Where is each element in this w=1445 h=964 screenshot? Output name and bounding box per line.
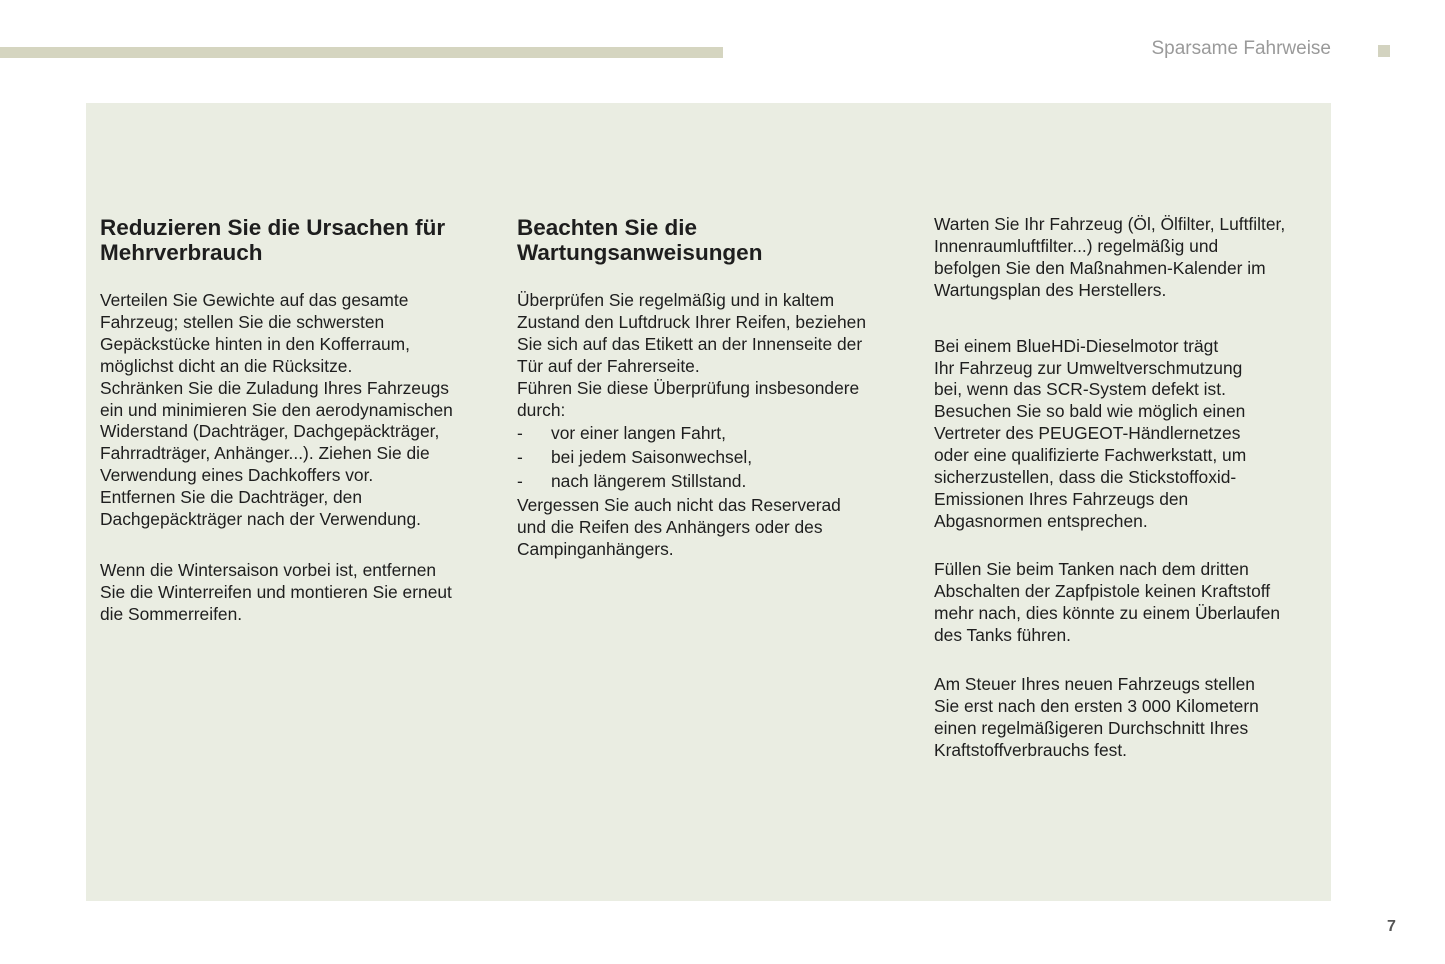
paragraph-winter-tyres: Wenn die Wintersaison vorbei ist, entfernen Sie die Winterreifen und montieren Sie erneut die Sommerreifen. xyxy=(100,559,452,624)
column-reduce-consumption xyxy=(100,214,495,626)
bullet-list xyxy=(517,423,907,493)
heading-maintenance-instructions: Beachten Sie die Wartungsanweisungen xyxy=(517,215,763,265)
section-marker xyxy=(1378,45,1390,57)
column-maintenance-notes xyxy=(934,214,1329,762)
paragraph-weight-distribution: Verteilen Sie Gewichte auf das gesamte Fahrzeug; stellen Sie die schwersten Gepäckstücke hinten in den Kofferraum, möglichst dicht an die Rücksitze. Schränken Sie die Zuladung Ihres Fahrzeugs ein und minimieren Sie den aerodynamischen Widerstand (Dachträger, Dachgepäckträger, Fahrradträger, Anhänger...). Ziehen Sie die Verwendung eines Dachkoffers vor. Entfernen Sie die Dachträger, den Dachgepäckträger nach der Verwendung. xyxy=(100,290,453,530)
column-maintenance-instructions xyxy=(517,214,907,561)
heading-reduce-consumption: Reduzieren Sie die Ursachen für Mehrverbrauch xyxy=(100,215,446,265)
list-item: - bei jedem Saisonwechsel, xyxy=(517,447,753,468)
section-title: Sparsame Fahrweise xyxy=(1151,38,1331,59)
paragraph-tyre-pressure: Überprüfen Sie regelmäßig und in kaltem Zustand den Luftdruck Ihrer Reifen, beziehen Sie sich auf das Etikett an der Innenseite der Tür auf der Fahrerseite. Führen Sie diese Überprüfung insbesondere durch: xyxy=(517,290,866,420)
list-item: - vor einer langen Fahrt, xyxy=(517,423,726,444)
page-number: 7 xyxy=(1387,918,1396,935)
paragraph-refuelling: Füllen Sie beim Tanken nach dem dritten Abschalten der Zapfpistole keinen Kraftstoff mehr nach, dies könnte zu einem Überlaufen des Tanks führen. xyxy=(934,558,1281,645)
header-decor-bar xyxy=(0,47,723,58)
paragraph-bluehdi-scr: Bei einem BlueHDi-Dieselmotor trägt Ihr Fahrzeug zur Umweltverschmutzung bei, wenn das SCR-System defekt ist. Besuchen Sie so bald wie möglich einen Vertreter des PEUGEOT-Händlernetzes oder eine qualifizierte Fachwerkstatt, um sicherzustellen, dass die Stickstoffoxid- Emissionen Ihres Fahrzeugs den Abgasnormen entsprechen. xyxy=(934,335,1247,531)
paragraph-new-vehicle-consumption: Am Steuer Ihres neuen Fahrzeugs stellen Sie erst nach den ersten 3 000 Kilometern einen regelmäßigeren Durchschnitt Ihres Kraftstoffverbrauchs fest. xyxy=(934,674,1259,761)
paragraph-spare-wheel: Vergessen Sie auch nicht das Reserverad und die Reifen des Anhängers oder des Campinganhängers. xyxy=(517,495,841,559)
paragraph-service-vehicle: Warten Sie Ihr Fahrzeug (Öl, Ölfilter, Luftfilter, Innenraumluftfilter...) regelmäßig und befolgen Sie den Maßnahmen-Kalender im Wartungsplan des Herstellers. xyxy=(934,214,1286,300)
list-item: - nach längerem Stillstand. xyxy=(517,471,747,492)
